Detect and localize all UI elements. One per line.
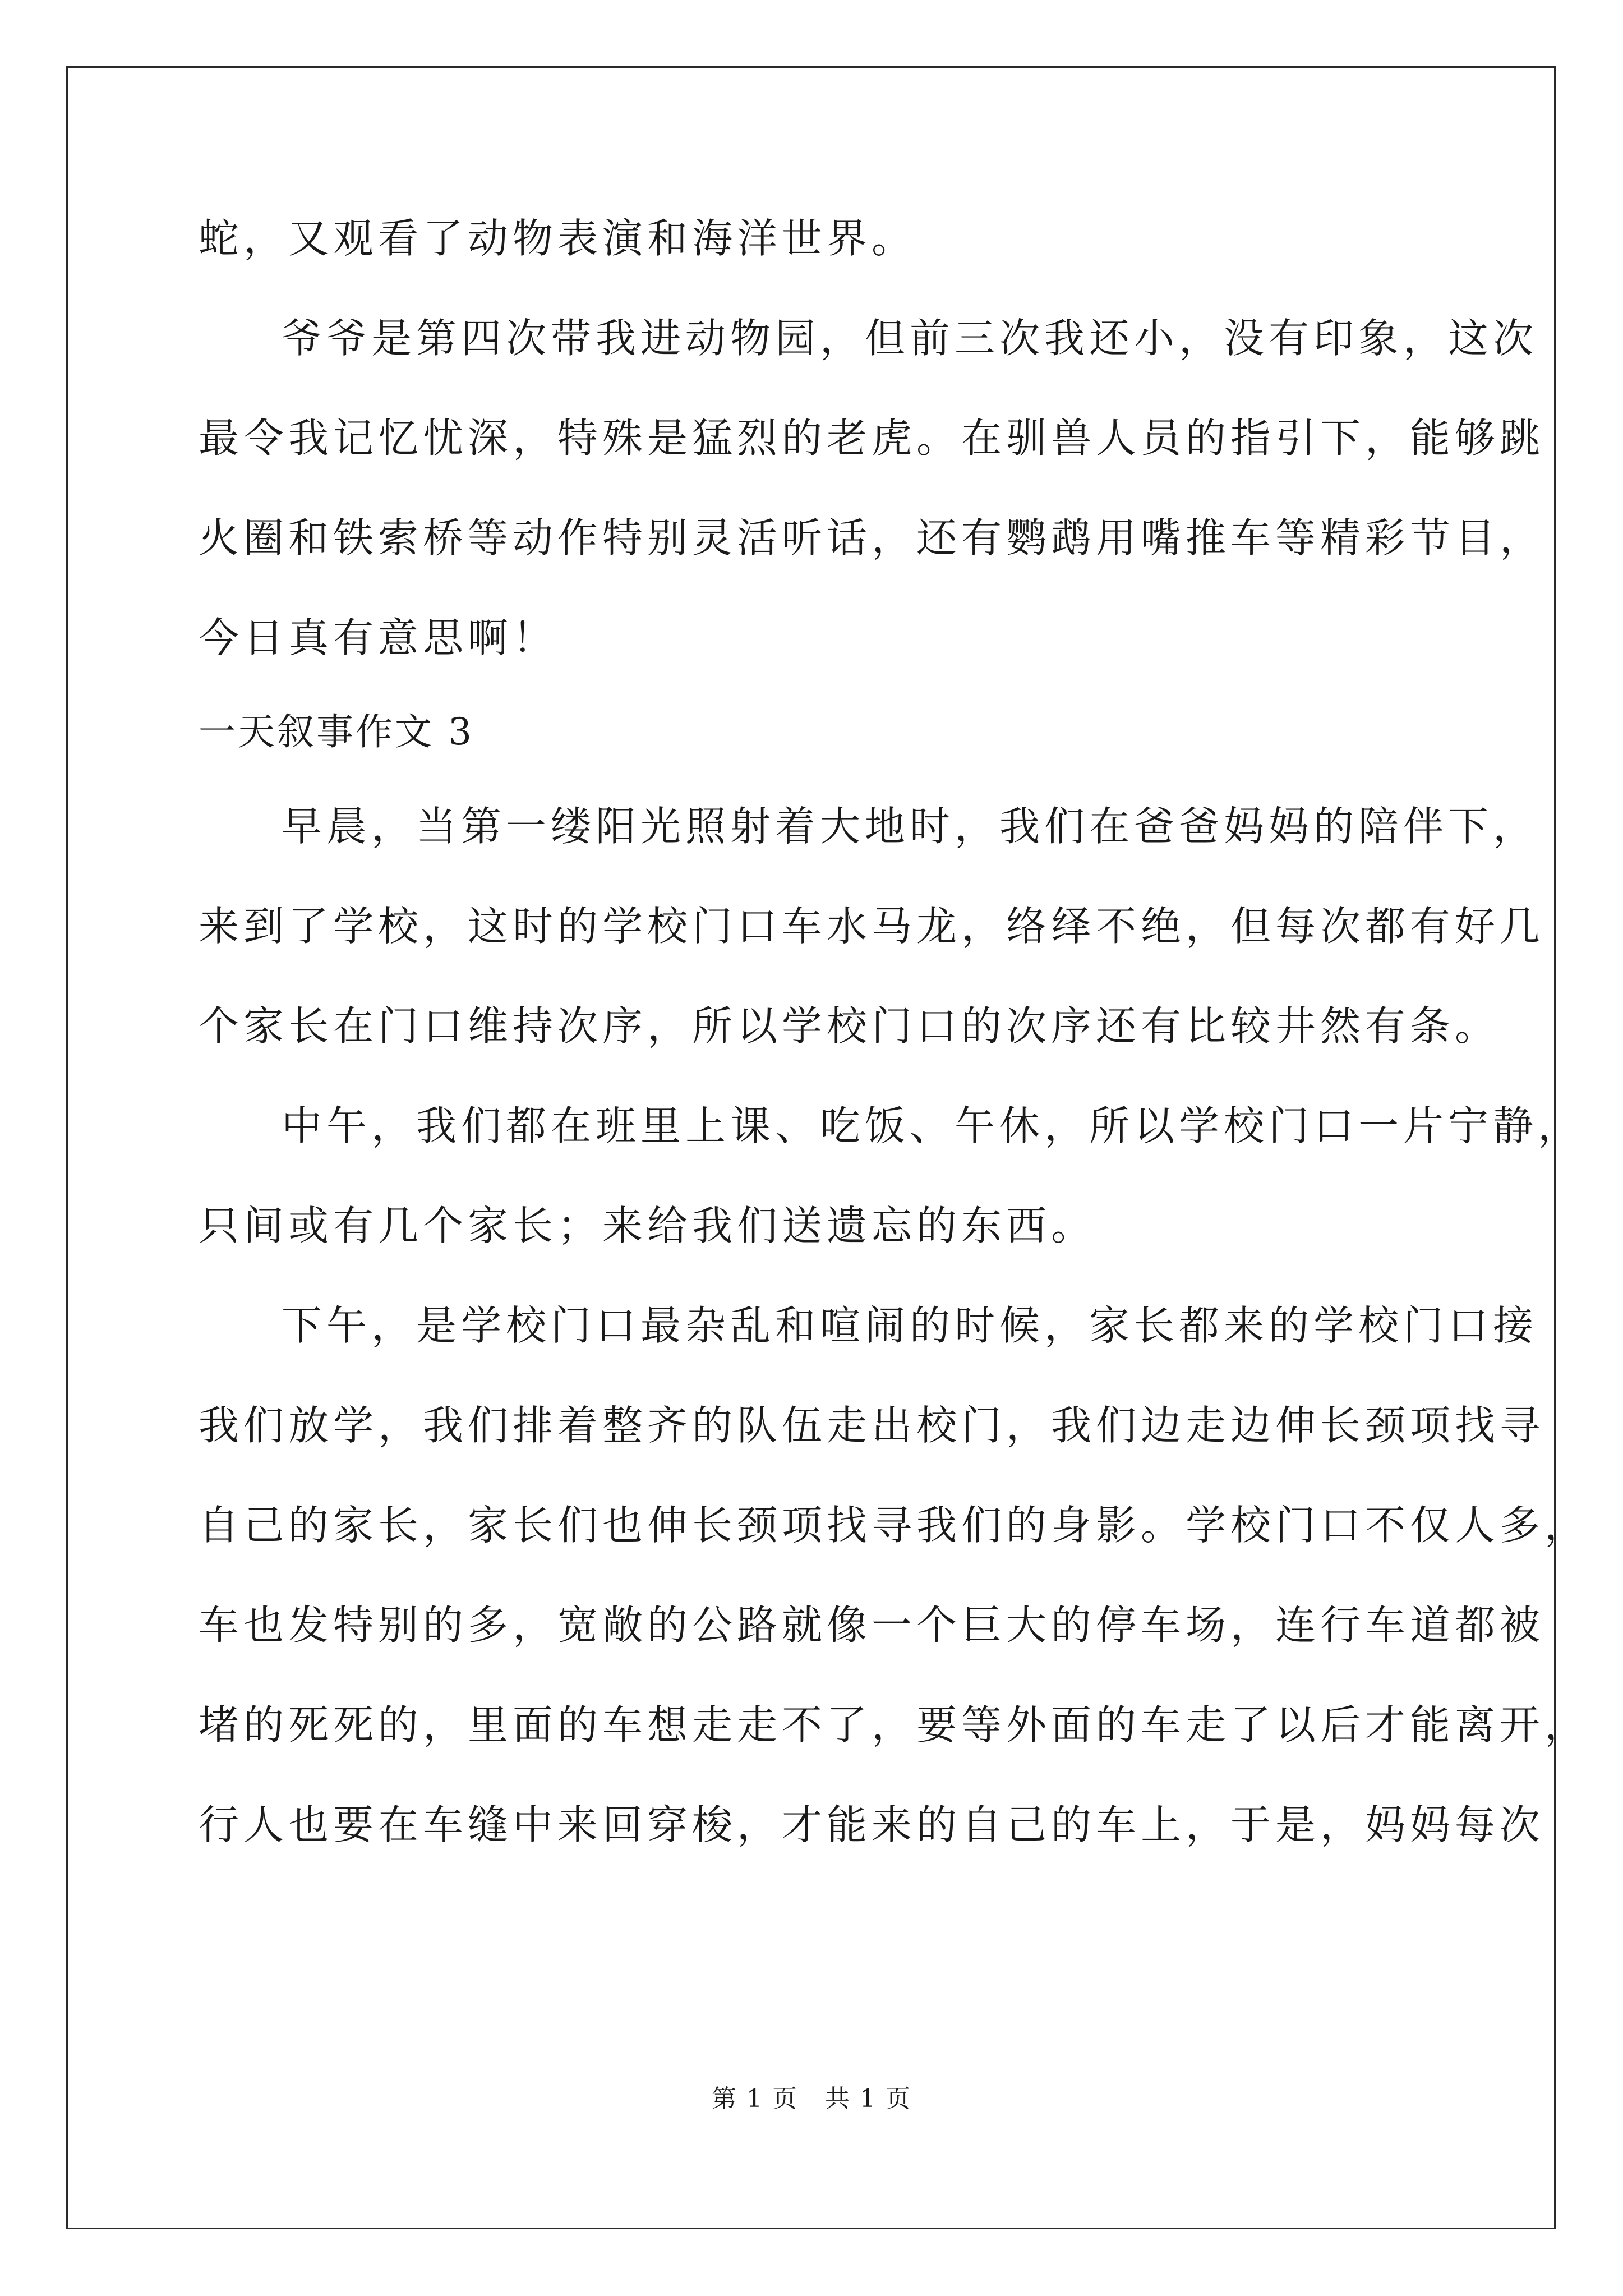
paragraph-first-line: 下午，是学校门口最杂乱和喧闹的时候，家长都来的学校门口接 (282, 1302, 1538, 1349)
text-line: 今日真有意思啊！ (199, 614, 558, 661)
text-line: 行人也要在车缝中来回穿梭，才能来的自己的车上，于是，妈妈每次 (199, 1801, 1545, 1848)
paragraph-first-line: 早晨，当第一缕阳光照射着大地时，我们在爸爸妈妈的陪伴下， (282, 803, 1538, 850)
text-line: 来到了学校，这时的学校门口车水马龙，络绎不绝，但每次都有好几 (199, 903, 1545, 950)
section-heading: 一天叙事作文 3 (199, 710, 474, 753)
text-line: 只间或有几个家长；来给我们送遗忘的东西。 (199, 1202, 1096, 1249)
text-line: 火圈和铁索桥等动作特别灵活听话，还有鹦鹉用嘴推车等精彩节目， (199, 514, 1545, 562)
text-line: 最令我记忆忧深，特殊是猛烈的老虎。在驯兽人员的指引下，能够跳 (199, 415, 1545, 462)
page-number: 第 1 页 (712, 2085, 798, 2113)
text-line: 堵的死死的，里面的车想走走不了，要等外面的车走了以后才能离开， (199, 1701, 1590, 1749)
text-line: 车也发特别的多，宽敞的公路就像一个巨大的停车场，连行车道都被 (199, 1602, 1545, 1649)
text-line: 自己的家长，家长们也伸长颈项找寻我们的身影。学校门口不仅人多， (199, 1502, 1590, 1549)
paragraph-first-line: 爷爷是第四次带我进动物园，但前三次我还小，没有印象，这次 (282, 315, 1538, 362)
text-line: 我们放学，我们排着整齐的队伍走出校门，我们边走边伸长颈项找寻 (199, 1402, 1545, 1449)
text-line: 个家长在门口维持次序，所以学校门口的次序还有比较井然有条。 (199, 1002, 1500, 1050)
page-total: 共 1 页 (825, 2085, 911, 2113)
page-footer (0, 2078, 1623, 2114)
text-line: 蛇，又观看了动物表演和海洋世界。 (199, 215, 917, 262)
paragraph-first-line: 中午，我们都在班里上课、吃饭、午休，所以学校门口一片宁静， (282, 1102, 1583, 1149)
